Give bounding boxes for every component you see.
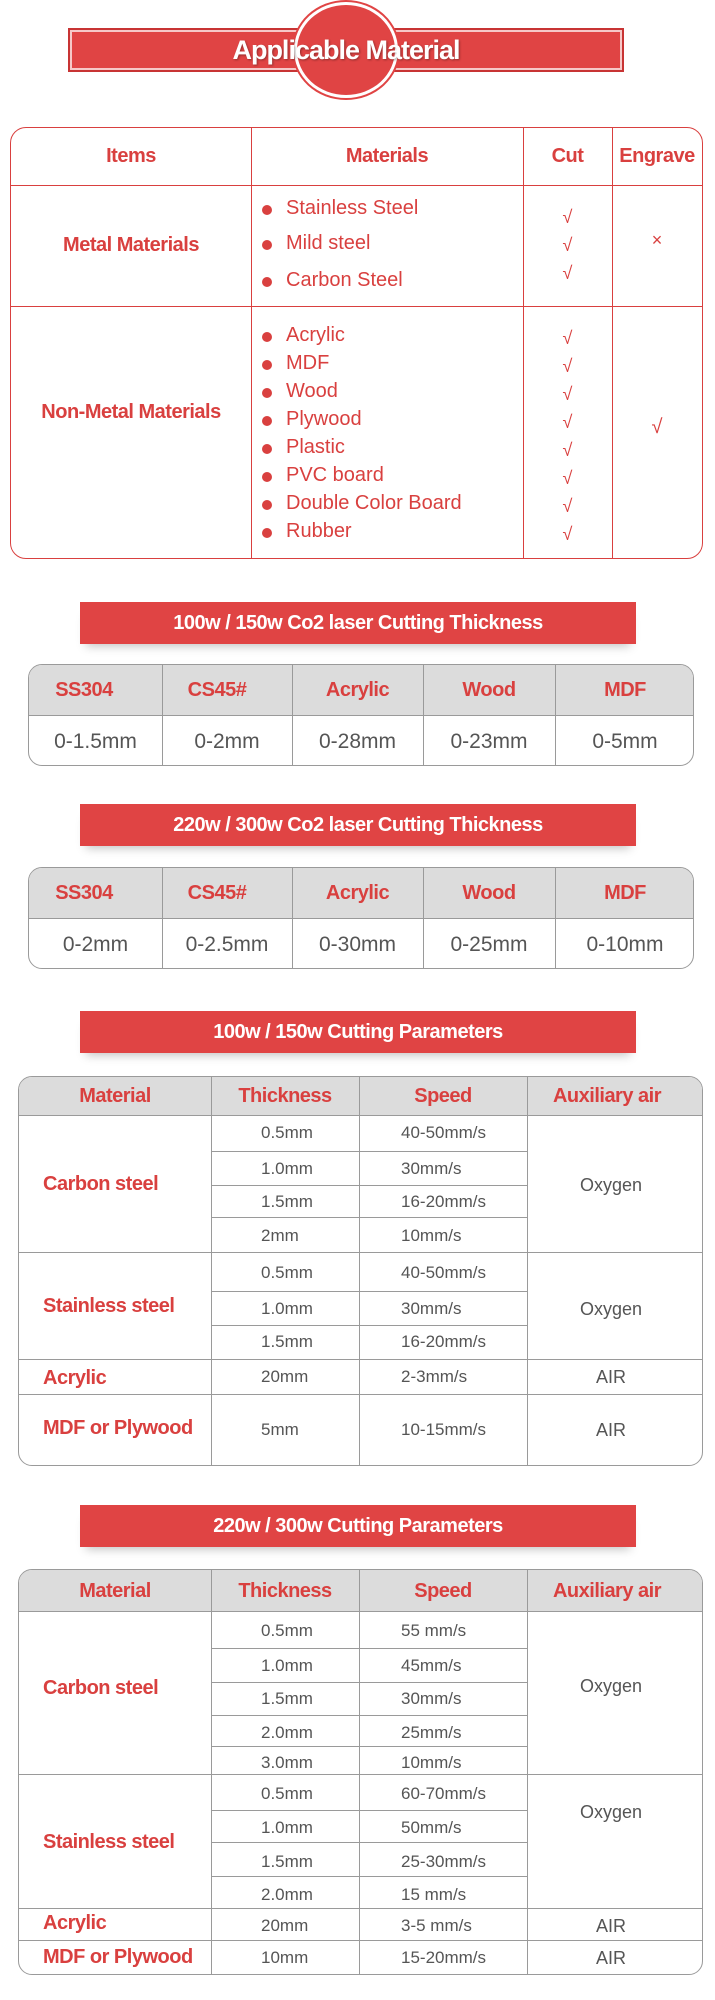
speed-cell: 3-5 mm/s	[401, 1916, 472, 1935]
speed-cell: 30mm/s	[401, 1299, 462, 1318]
non-metal-materials-label: Non-Metal Materials	[41, 401, 221, 423]
speed-cell: 40-50mm/s	[401, 1263, 487, 1282]
speed-cell: 15 mm/s	[401, 1885, 467, 1904]
table-divider	[211, 1715, 527, 1716]
air-cell: Oxygen	[579, 1299, 643, 1319]
header-materials: Materials	[345, 145, 429, 167]
table-divider	[211, 1151, 527, 1152]
table-divider	[211, 1291, 527, 1292]
metal-cut-marks	[523, 203, 612, 287]
page-title: Applicable Material	[232, 35, 460, 65]
table-cell: 0-10mm	[586, 933, 664, 956]
air-cell: Oxygen	[579, 1802, 643, 1822]
params-100-table	[18, 1076, 703, 1466]
table-divider	[211, 1746, 527, 1747]
column-header: Speed	[414, 1580, 472, 1602]
check-mark: √	[562, 356, 573, 376]
column-header: Wood	[462, 679, 516, 701]
table-divider	[527, 1077, 528, 1466]
thickness-220-banner: 220w / 300w Co2 laser Cutting Thickness	[80, 804, 636, 846]
check-mark: √	[562, 263, 573, 283]
speed-cell: 15-20mm/s	[401, 1948, 487, 1967]
column-header: Wood	[462, 882, 516, 904]
speed-cell: 25mm/s	[401, 1723, 462, 1742]
thickness-100-banner: 100w / 150w Co2 laser Cutting Thickness	[80, 602, 636, 644]
column-header: Acrylic	[325, 882, 390, 904]
table-divider	[11, 185, 702, 186]
thickness-cell: 1.0mm	[261, 1299, 313, 1318]
speed-cell: 50mm/s	[401, 1818, 462, 1837]
thickness-cell: 2.0mm	[261, 1885, 313, 1904]
table-cell: 0-5mm	[592, 730, 658, 753]
thickness-cell: 0.5mm	[261, 1263, 313, 1282]
column-header: CS45#	[187, 882, 247, 904]
list-item: PVC board	[262, 464, 462, 492]
air-cell: AIR	[595, 1367, 626, 1387]
table-divider	[211, 1648, 527, 1649]
thickness-cell: 2mm	[261, 1226, 299, 1245]
speed-cell: 30mm/s	[401, 1159, 462, 1178]
column-header: CS45#	[187, 679, 247, 701]
thickness-cell: 20mm	[261, 1367, 309, 1386]
air-cell: AIR	[595, 1916, 626, 1936]
thickness-cell: 1.0mm	[261, 1656, 313, 1675]
list-item: Acrylic	[262, 324, 462, 352]
table-divider	[359, 1570, 360, 1975]
table-cell: 0-23mm	[450, 730, 528, 753]
material-mdf-plywood: MDF or Plywood	[43, 1417, 193, 1439]
table-divider	[211, 1810, 527, 1811]
header-items: Items	[106, 145, 156, 167]
table-divider	[19, 1774, 703, 1775]
material-carbon-steel: Carbon steel	[43, 1677, 159, 1699]
thickness-cell: 0.5mm	[261, 1784, 313, 1803]
thickness-cell: 1.5mm	[261, 1689, 313, 1708]
check-mark: √	[562, 468, 573, 488]
speed-cell: 45mm/s	[401, 1656, 462, 1675]
column-header: MDF	[604, 679, 646, 701]
table-divider	[19, 1394, 703, 1395]
thickness-cell: 2.0mm	[261, 1723, 313, 1742]
thickness-cell: 1.5mm	[261, 1192, 313, 1211]
air-cell: AIR	[595, 1420, 626, 1440]
header-cut: Cut	[551, 145, 584, 167]
params-100-banner: 100w / 150w Cutting Parameters	[80, 1011, 636, 1053]
table-divider	[527, 1570, 528, 1975]
column-header: Material	[79, 1085, 151, 1107]
speed-cell: 60-70mm/s	[401, 1784, 487, 1803]
check-mark: √	[562, 496, 573, 516]
thickness-cell: 20mm	[261, 1916, 309, 1935]
material-mdf-plywood: MDF or Plywood	[43, 1946, 193, 1968]
air-cell: Oxygen	[579, 1175, 643, 1195]
column-header: Thickness	[238, 1580, 332, 1602]
list-item: MDF	[262, 352, 462, 380]
table-divider	[211, 1185, 527, 1186]
list-item: Plywood	[262, 408, 462, 436]
table-divider	[211, 1876, 527, 1877]
column-header: SS304	[55, 679, 113, 701]
metal-materials-label: Metal Materials	[63, 234, 199, 256]
check-mark: √	[562, 235, 573, 255]
table-divider	[19, 1908, 703, 1909]
material-carbon-steel: Carbon steel	[43, 1173, 159, 1195]
non-metal-materials-list	[262, 324, 462, 548]
check-mark: √	[562, 412, 573, 432]
list-item: Mild steel	[262, 232, 418, 269]
list-item: Carbon Steel	[262, 269, 418, 299]
speed-cell: 16-20mm/s	[401, 1192, 487, 1211]
table-divider	[211, 1325, 527, 1326]
table-divider	[211, 1217, 527, 1218]
table-cell: 0-25mm	[450, 933, 528, 956]
table-divider	[211, 1682, 527, 1683]
speed-cell: 30mm/s	[401, 1689, 462, 1708]
air-cell: Oxygen	[579, 1676, 643, 1696]
table-divider	[19, 1359, 703, 1360]
column-header: Auxiliary air	[552, 1580, 661, 1602]
thickness-cell: 10mm	[261, 1948, 309, 1967]
params-220-table	[18, 1569, 703, 1975]
material-acrylic: Acrylic	[43, 1367, 107, 1389]
thickness-cell: 5mm	[261, 1420, 299, 1439]
metal-materials-list	[262, 197, 418, 299]
table-cell: 0-2.5mm	[185, 933, 269, 956]
non-metal-engrave-check: √	[651, 416, 663, 438]
speed-cell: 55 mm/s	[401, 1621, 467, 1640]
list-item: Rubber	[262, 520, 462, 548]
thickness-cell: 1.0mm	[261, 1818, 313, 1837]
table-divider	[19, 1940, 703, 1941]
column-header: Acrylic	[325, 679, 390, 701]
table-cell: 0-1.5mm	[54, 730, 137, 753]
speed-cell: 40-50mm/s	[401, 1123, 487, 1142]
check-mark: √	[562, 524, 573, 544]
table-cell: 0-28mm	[318, 730, 397, 753]
material-stainless-steel: Stainless steel	[43, 1831, 175, 1853]
thickness-cell: 1.5mm	[261, 1852, 313, 1871]
table-divider	[211, 1077, 212, 1466]
check-mark: √	[562, 328, 573, 348]
column-header: SS304	[55, 882, 113, 904]
table-cell: 0-30mm	[318, 933, 397, 956]
thickness-cell: 0.5mm	[261, 1123, 313, 1142]
header-engrave: Engrave	[619, 145, 695, 167]
table-cell: 0-2mm	[62, 933, 129, 956]
speed-cell: 2-3mm/s	[401, 1367, 468, 1386]
material-acrylic: Acrylic	[43, 1912, 107, 1934]
table-divider	[211, 1570, 212, 1975]
table-cell: 0-2mm	[194, 730, 260, 753]
table-divider	[19, 1252, 703, 1253]
column-header: Auxiliary air	[552, 1085, 661, 1107]
table-divider	[251, 128, 252, 558]
thickness-cell: 0.5mm	[261, 1621, 313, 1640]
thickness-220-table	[28, 867, 694, 969]
list-item: Stainless Steel	[262, 197, 418, 232]
check-mark: √	[562, 384, 573, 404]
column-header: Material	[79, 1580, 151, 1602]
check-mark: √	[562, 440, 573, 460]
params-220-banner: 220w / 300w Cutting Parameters	[80, 1505, 636, 1547]
table-divider	[11, 306, 702, 307]
thickness-cell: 3.0mm	[261, 1753, 313, 1772]
list-item: Plastic	[262, 436, 462, 464]
thickness-cell: 1.5mm	[261, 1332, 313, 1351]
speed-cell: 16-20mm/s	[401, 1332, 487, 1351]
speed-cell: 10-15mm/s	[401, 1420, 487, 1439]
material-stainless-steel: Stainless steel	[43, 1295, 175, 1317]
speed-cell: 10mm/s	[401, 1226, 462, 1245]
column-header: Speed	[414, 1085, 472, 1107]
check-mark: √	[562, 207, 573, 227]
list-item: Double Color Board	[262, 492, 462, 520]
metal-engrave-cross: ×	[651, 230, 663, 250]
column-header: MDF	[604, 882, 646, 904]
air-cell: AIR	[595, 1948, 626, 1968]
table-divider	[359, 1077, 360, 1466]
thickness-100-table	[28, 664, 694, 766]
column-header: Thickness	[238, 1085, 332, 1107]
table-divider	[612, 128, 613, 558]
list-item: Wood	[262, 380, 462, 408]
table-divider	[211, 1842, 527, 1843]
non-metal-cut-marks	[523, 324, 612, 548]
speed-cell: 10mm/s	[401, 1753, 462, 1772]
thickness-cell: 1.0mm	[261, 1159, 313, 1178]
speed-cell: 25-30mm/s	[401, 1852, 487, 1871]
